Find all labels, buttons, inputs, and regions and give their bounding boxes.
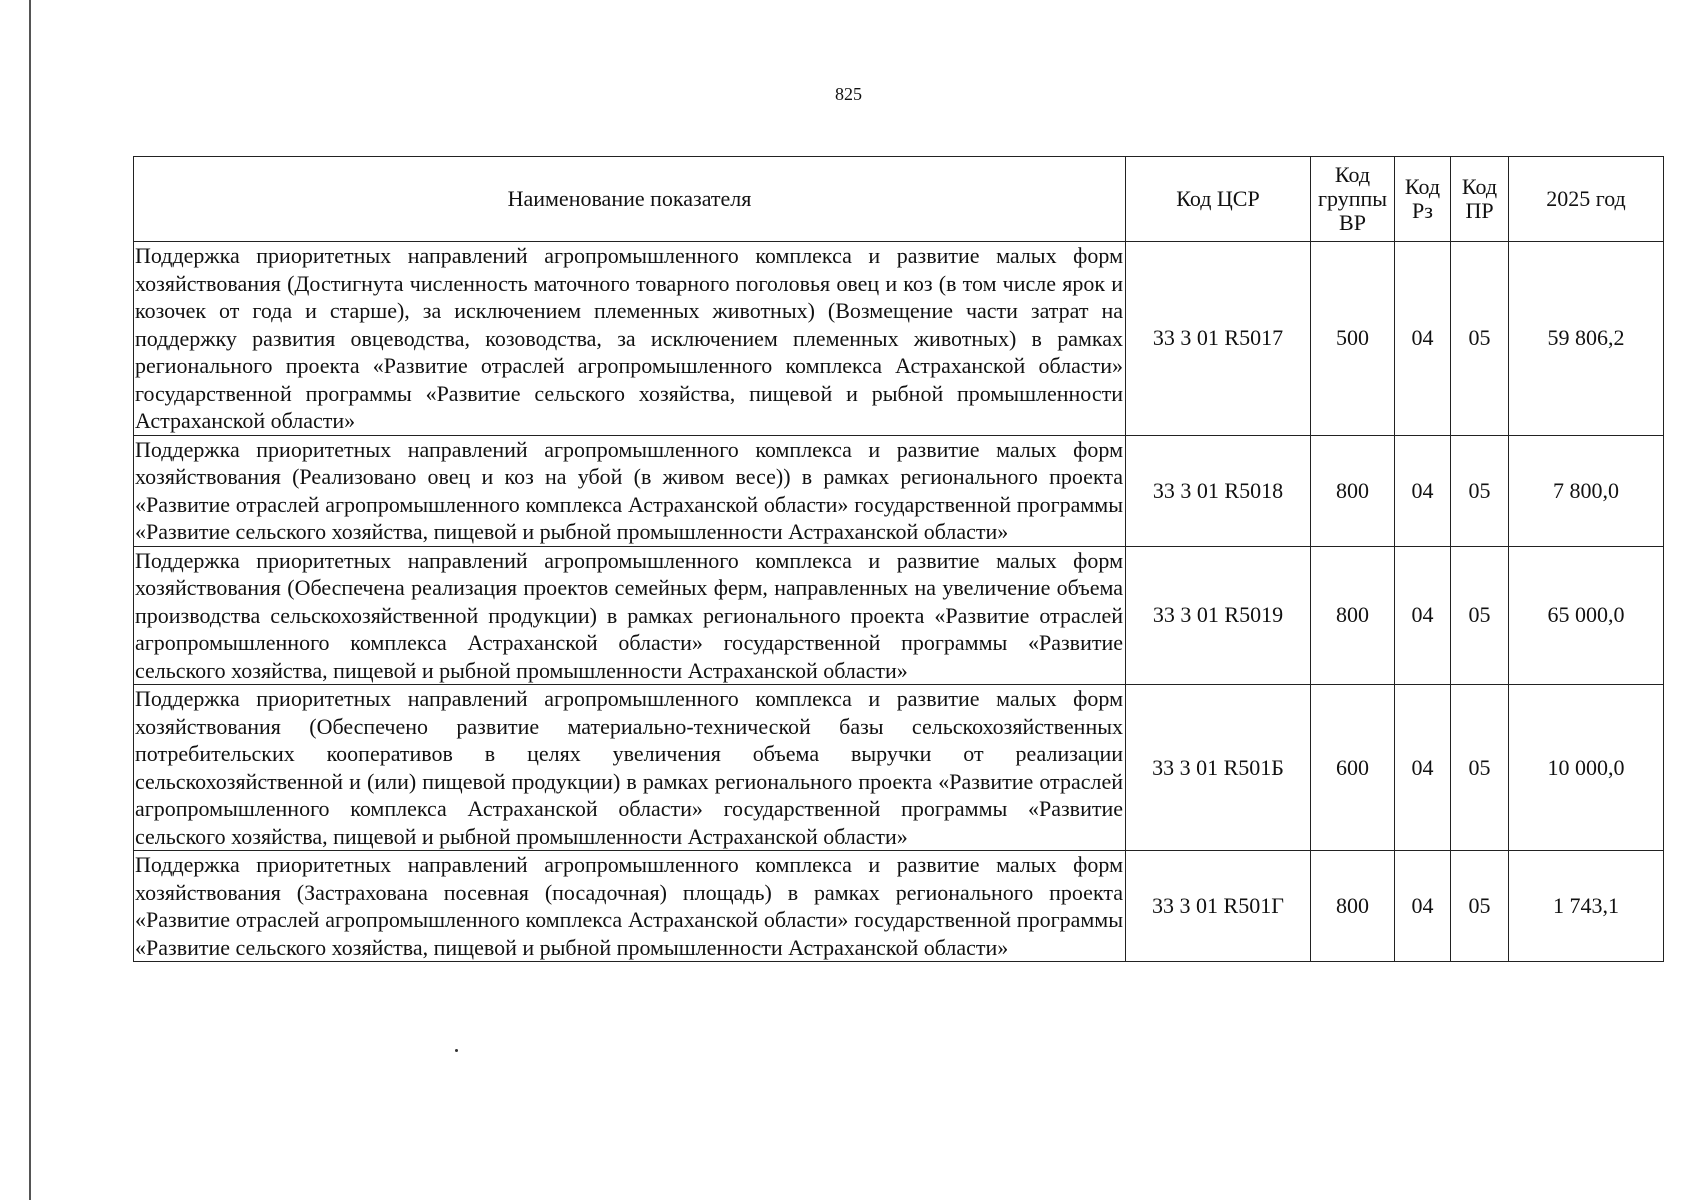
row-rz: 04 bbox=[1395, 685, 1451, 851]
row-vr: 600 bbox=[1311, 685, 1395, 851]
row-vr: 800 bbox=[1311, 546, 1395, 685]
table-row bbox=[134, 546, 1664, 685]
table-header-row bbox=[134, 157, 1664, 242]
scan-dot bbox=[455, 1049, 458, 1052]
row-amount: 65 000,0 bbox=[1509, 546, 1664, 685]
row-rz: 04 bbox=[1395, 242, 1451, 436]
row-name: Поддержка приоритетных направлений агропромышленного комплекса и развитие малых форм хозяйствования (Реализовано овец и коз на убой (в живом весе)) в рамках регионального проекта «Развитие отраслей агропромышленного комплекса Астраханской области» государственной программы «Развитие сельского хозяйства, пищевой и рыбной промышленности Астраханской области» bbox=[134, 435, 1126, 546]
row-pr: 05 bbox=[1451, 546, 1509, 685]
row-vr: 800 bbox=[1311, 435, 1395, 546]
budget-table bbox=[133, 156, 1664, 962]
row-csr: 33 3 01 R501Б bbox=[1126, 685, 1311, 851]
header-year: 2025 год bbox=[1509, 157, 1664, 242]
row-pr: 05 bbox=[1451, 685, 1509, 851]
table-row bbox=[134, 851, 1664, 962]
page-number: 825 bbox=[835, 84, 862, 104]
row-csr: 33 3 01 R5019 bbox=[1126, 546, 1311, 685]
row-vr: 800 bbox=[1311, 851, 1395, 962]
row-name: Поддержка приоритетных направлений агропромышленного комплекса и развитие малых форм хозяйствования (Застрахована посевная (посадочная) площадь) в рамках регионального проекта «Развитие отраслей агропромышленного комплекса Астраханской области» государственной программы «Развитие сельского хозяйства, пищевой и рыбной промышленности Астраханской области» bbox=[134, 851, 1126, 962]
row-pr: 05 bbox=[1451, 435, 1509, 546]
row-rz: 04 bbox=[1395, 435, 1451, 546]
row-pr: 05 bbox=[1451, 242, 1509, 436]
table-row bbox=[134, 435, 1664, 546]
row-name: Поддержка приоритетных направлений агропромышленного комплекса и развитие малых форм хозяйствования (Обеспечена реализация проектов семейных ферм, направленных на увеличение объема производства сельскохозяйственной продукции) в рамках регионального проекта «Развитие отраслей агропромышленного комплекса Астраханской области» государственной программы «Развитие сельского хозяйства, пищевой и рыбной промышленности Астраханской области» bbox=[134, 546, 1126, 685]
row-name: Поддержка приоритетных направлений агропромышленного комплекса и развитие малых форм хозяйствования (Достигнута численность маточного товарного поголовья овец и коз (в том числе ярок и козочек от года и старше), за исключением племенных животных) (Возмещение части затрат на поддержку развития овцеводства, козоводства, за исключением племенных животных) в рамках регионального проекта «Развитие отраслей агропромышленного комплекса Астраханской области» государственной программы «Развитие сельского хозяйства, пищевой и рыбной промышленности Астраханской области» bbox=[134, 242, 1126, 436]
header-pr: Код ПР bbox=[1451, 157, 1509, 242]
row-amount: 10 000,0 bbox=[1509, 685, 1664, 851]
header-csr: Код ЦСР bbox=[1126, 157, 1311, 242]
table-row bbox=[134, 685, 1664, 851]
row-csr: 33 3 01 R5017 bbox=[1126, 242, 1311, 436]
row-rz: 04 bbox=[1395, 546, 1451, 685]
row-amount: 1 743,1 bbox=[1509, 851, 1664, 962]
binding-line bbox=[29, 0, 31, 1200]
row-csr: 33 3 01 R501Г bbox=[1126, 851, 1311, 962]
row-pr: 05 bbox=[1451, 851, 1509, 962]
header-rz: Код Рз bbox=[1395, 157, 1451, 242]
row-rz: 04 bbox=[1395, 851, 1451, 962]
header-vr: Код группы ВР bbox=[1311, 157, 1395, 242]
row-name: Поддержка приоритетных направлений агропромышленного комплекса и развитие малых форм хозяйствования (Обеспечено развитие материально-технической базы сельскохозяйственных потребительских кооперативов в целях увеличения объема выручки от реализации сельскохозяйственной и (или) пищевой продукции) в рамках регионального проекта «Развитие отраслей агропромышленного комплекса Астраханской области» государственной программы «Развитие сельского хозяйства, пищевой и рыбной промышленности Астраханской области» bbox=[134, 685, 1126, 851]
row-vr: 500 bbox=[1311, 242, 1395, 436]
row-amount: 7 800,0 bbox=[1509, 435, 1664, 546]
row-csr: 33 3 01 R5018 bbox=[1126, 435, 1311, 546]
header-name: Наименование показателя bbox=[134, 157, 1126, 242]
table-row bbox=[134, 242, 1664, 436]
row-amount: 59 806,2 bbox=[1509, 242, 1664, 436]
